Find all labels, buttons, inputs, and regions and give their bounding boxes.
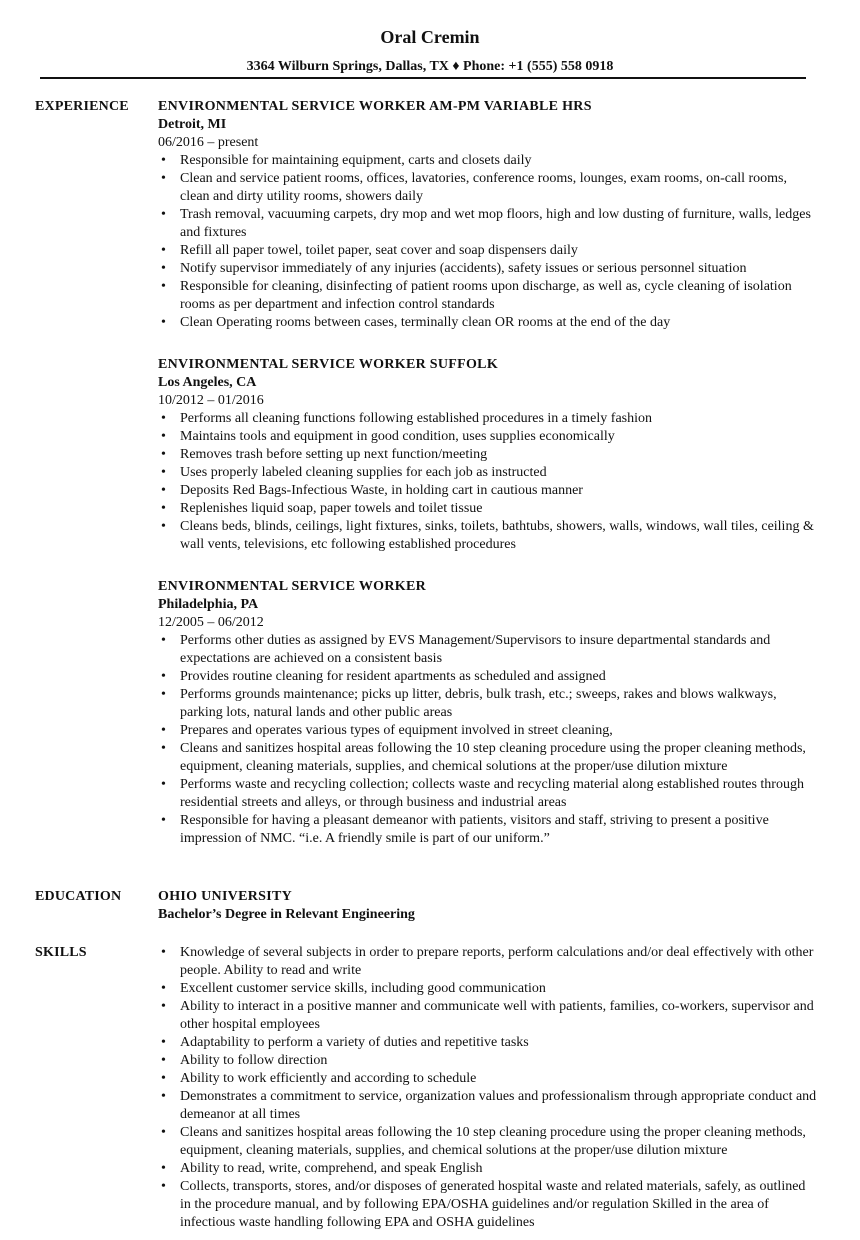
candidate-name: Oral Cremin — [380, 27, 480, 47]
list-item: • Trash removal, vacuuming carpets, dry mop and wet mop floors, high and low dusting of furniture, walls, ledges and fixtures — [158, 206, 818, 242]
job-dates: 10/2012 – 01/2016 — [158, 393, 264, 408]
list-item: • Responsible for maintaining equipment, carts and closets daily — [158, 152, 818, 170]
list-item: • Replenishes liquid soap, paper towels and toilet tissue — [158, 500, 818, 518]
header-divider — [40, 77, 806, 79]
list-item: • Cleans beds, blinds, ceilings, light fixtures, sinks, toilets, bathtubs, showers, walls, windows, wall tiles, ceiling & wall vents, televisions, etc following established procedures — [158, 518, 818, 554]
experience-label: EXPERIENCE — [35, 99, 129, 114]
list-item: • Notify supervisor immediately of any injuries (accidents), safety issues or serious personnel situation — [158, 260, 818, 278]
list-item: • Provides routine cleaning for resident apartments as scheduled and assigned — [158, 668, 818, 686]
list-item: • Performs waste and recycling collection; collects waste and recycling material along established routes through residential streets and alleys, or through business and industrial areas — [158, 776, 818, 812]
list-item: • Knowledge of several subjects in order to prepare reports, perform calculations and/or deal effectively with other people. Ability to read and write — [158, 944, 818, 980]
list-item: • Uses properly labeled cleaning supplies for each job as instructed — [158, 464, 818, 482]
skills-list — [158, 944, 818, 1232]
list-item: • Adaptability to perform a variety of duties and repetitive tasks — [158, 1034, 818, 1052]
job-title: ENVIRONMENTAL SERVICE WORKER SUFFOLK — [158, 357, 499, 372]
skills-body — [158, 944, 818, 1232]
job-title: ENVIRONMENTAL SERVICE WORKER AM-PM VARIABLE HRS — [158, 99, 592, 114]
list-item: • Cleans and sanitizes hospital areas following the 10 step cleaning procedure using the proper cleaning methods, equipment, cleaning materials, supplies, and chemical solutions at the proper/use dilution mixture — [158, 740, 818, 776]
list-item: • Performs all cleaning functions following established procedures in a timely fashion — [158, 410, 818, 428]
list-item: • Collects, transports, stores, and/or disposes of generated hospital waste and related materials, safely, as outlined in the procedure manual, and by following EPA/OSHA guidelines and/or regulation Skilled in the area of infectious waste handling following EPA and OSHA guidelines — [158, 1178, 818, 1232]
job-location: Los Angeles, CA — [158, 375, 257, 390]
job-title: ENVIRONMENTAL SERVICE WORKER — [158, 579, 426, 594]
contact-line: 3364 Wilburn Springs, Dallas, TX ♦ Phone: +1 (555) 558 0918 — [246, 59, 614, 74]
job-duties-list — [158, 152, 818, 332]
school-name: OHIO UNIVERSITY — [158, 889, 293, 904]
list-item: • Responsible for having a pleasant demeanor with patients, visitors and staff, striving to present a positive impression of NMC. “i.e. A friendly smile is part of our uniform.” — [158, 812, 818, 848]
list-item: • Performs other duties as assigned by EVS Management/Supervisors to insure departmental standards and expectations are achieved on a consistent basis — [158, 632, 818, 668]
job-duties-list — [158, 410, 818, 554]
list-item: • Ability to follow direction — [158, 1052, 818, 1070]
list-item: • Ability to read, write, comprehend, and speak English — [158, 1160, 818, 1178]
job-location: Detroit, MI — [158, 117, 227, 132]
job-duties-list — [158, 632, 818, 848]
job-location: Philadelphia, PA — [158, 597, 259, 612]
list-item: • Clean Operating rooms between cases, terminally clean OR rooms at the end of the day — [158, 314, 818, 332]
job-dates: 12/2005 – 06/2012 — [158, 615, 264, 630]
education-body — [158, 888, 818, 924]
job-entry — [158, 578, 818, 848]
list-item: • Demonstrates a commitment to service, organization values and professionalism through appropriate conduct and demeanor at all times — [158, 1088, 818, 1124]
list-item: • Prepares and operates various types of equipment involved in street cleaning, — [158, 722, 818, 740]
experience-body — [158, 98, 818, 860]
list-item: • Ability to work efficiently and according to schedule — [158, 1070, 818, 1088]
list-item: • Clean and service patient rooms, offices, lavatories, conference rooms, lounges, exam rooms, on-call rooms, clean and dirty utility rooms, showers daily — [158, 170, 818, 206]
list-item: • Maintains tools and equipment in good condition, uses supplies economically — [158, 428, 818, 446]
list-item: • Cleans and sanitizes hospital areas following the 10 step cleaning procedure using the proper cleaning methods, equipment, cleaning materials, supplies, and chemical solutions at the proper/use dilution mixture — [158, 1124, 818, 1160]
resume-header — [0, 0, 860, 76]
job-entry — [158, 98, 818, 332]
job-entry — [158, 356, 818, 554]
list-item: • Responsible for cleaning, disinfecting of patient rooms upon discharge, as well as, cycle cleaning of isolation rooms as per department and infection control standards — [158, 278, 818, 314]
skills-label: SKILLS — [35, 945, 87, 960]
job-dates: 06/2016 – present — [158, 135, 259, 150]
list-item: • Removes trash before setting up next function/meeting — [158, 446, 818, 464]
degree: Bachelor’s Degree in Relevant Engineering — [158, 907, 415, 922]
list-item: • Deposits Red Bags-Infectious Waste, in holding cart in cautious manner — [158, 482, 818, 500]
list-item: • Ability to interact in a positive manner and communicate well with patients, families, co-workers, supervisor and other hospital employees — [158, 998, 818, 1034]
list-item: • Excellent customer service skills, including good communication — [158, 980, 818, 998]
education-label: EDUCATION — [35, 889, 122, 904]
list-item: • Performs grounds maintenance; picks up litter, debris, bulk trash, etc.; sweeps, rakes and blows walkways, parking lots, natural lands and other public areas — [158, 686, 818, 722]
list-item: • Refill all paper towel, toilet paper, seat cover and soap dispensers daily — [158, 242, 818, 260]
